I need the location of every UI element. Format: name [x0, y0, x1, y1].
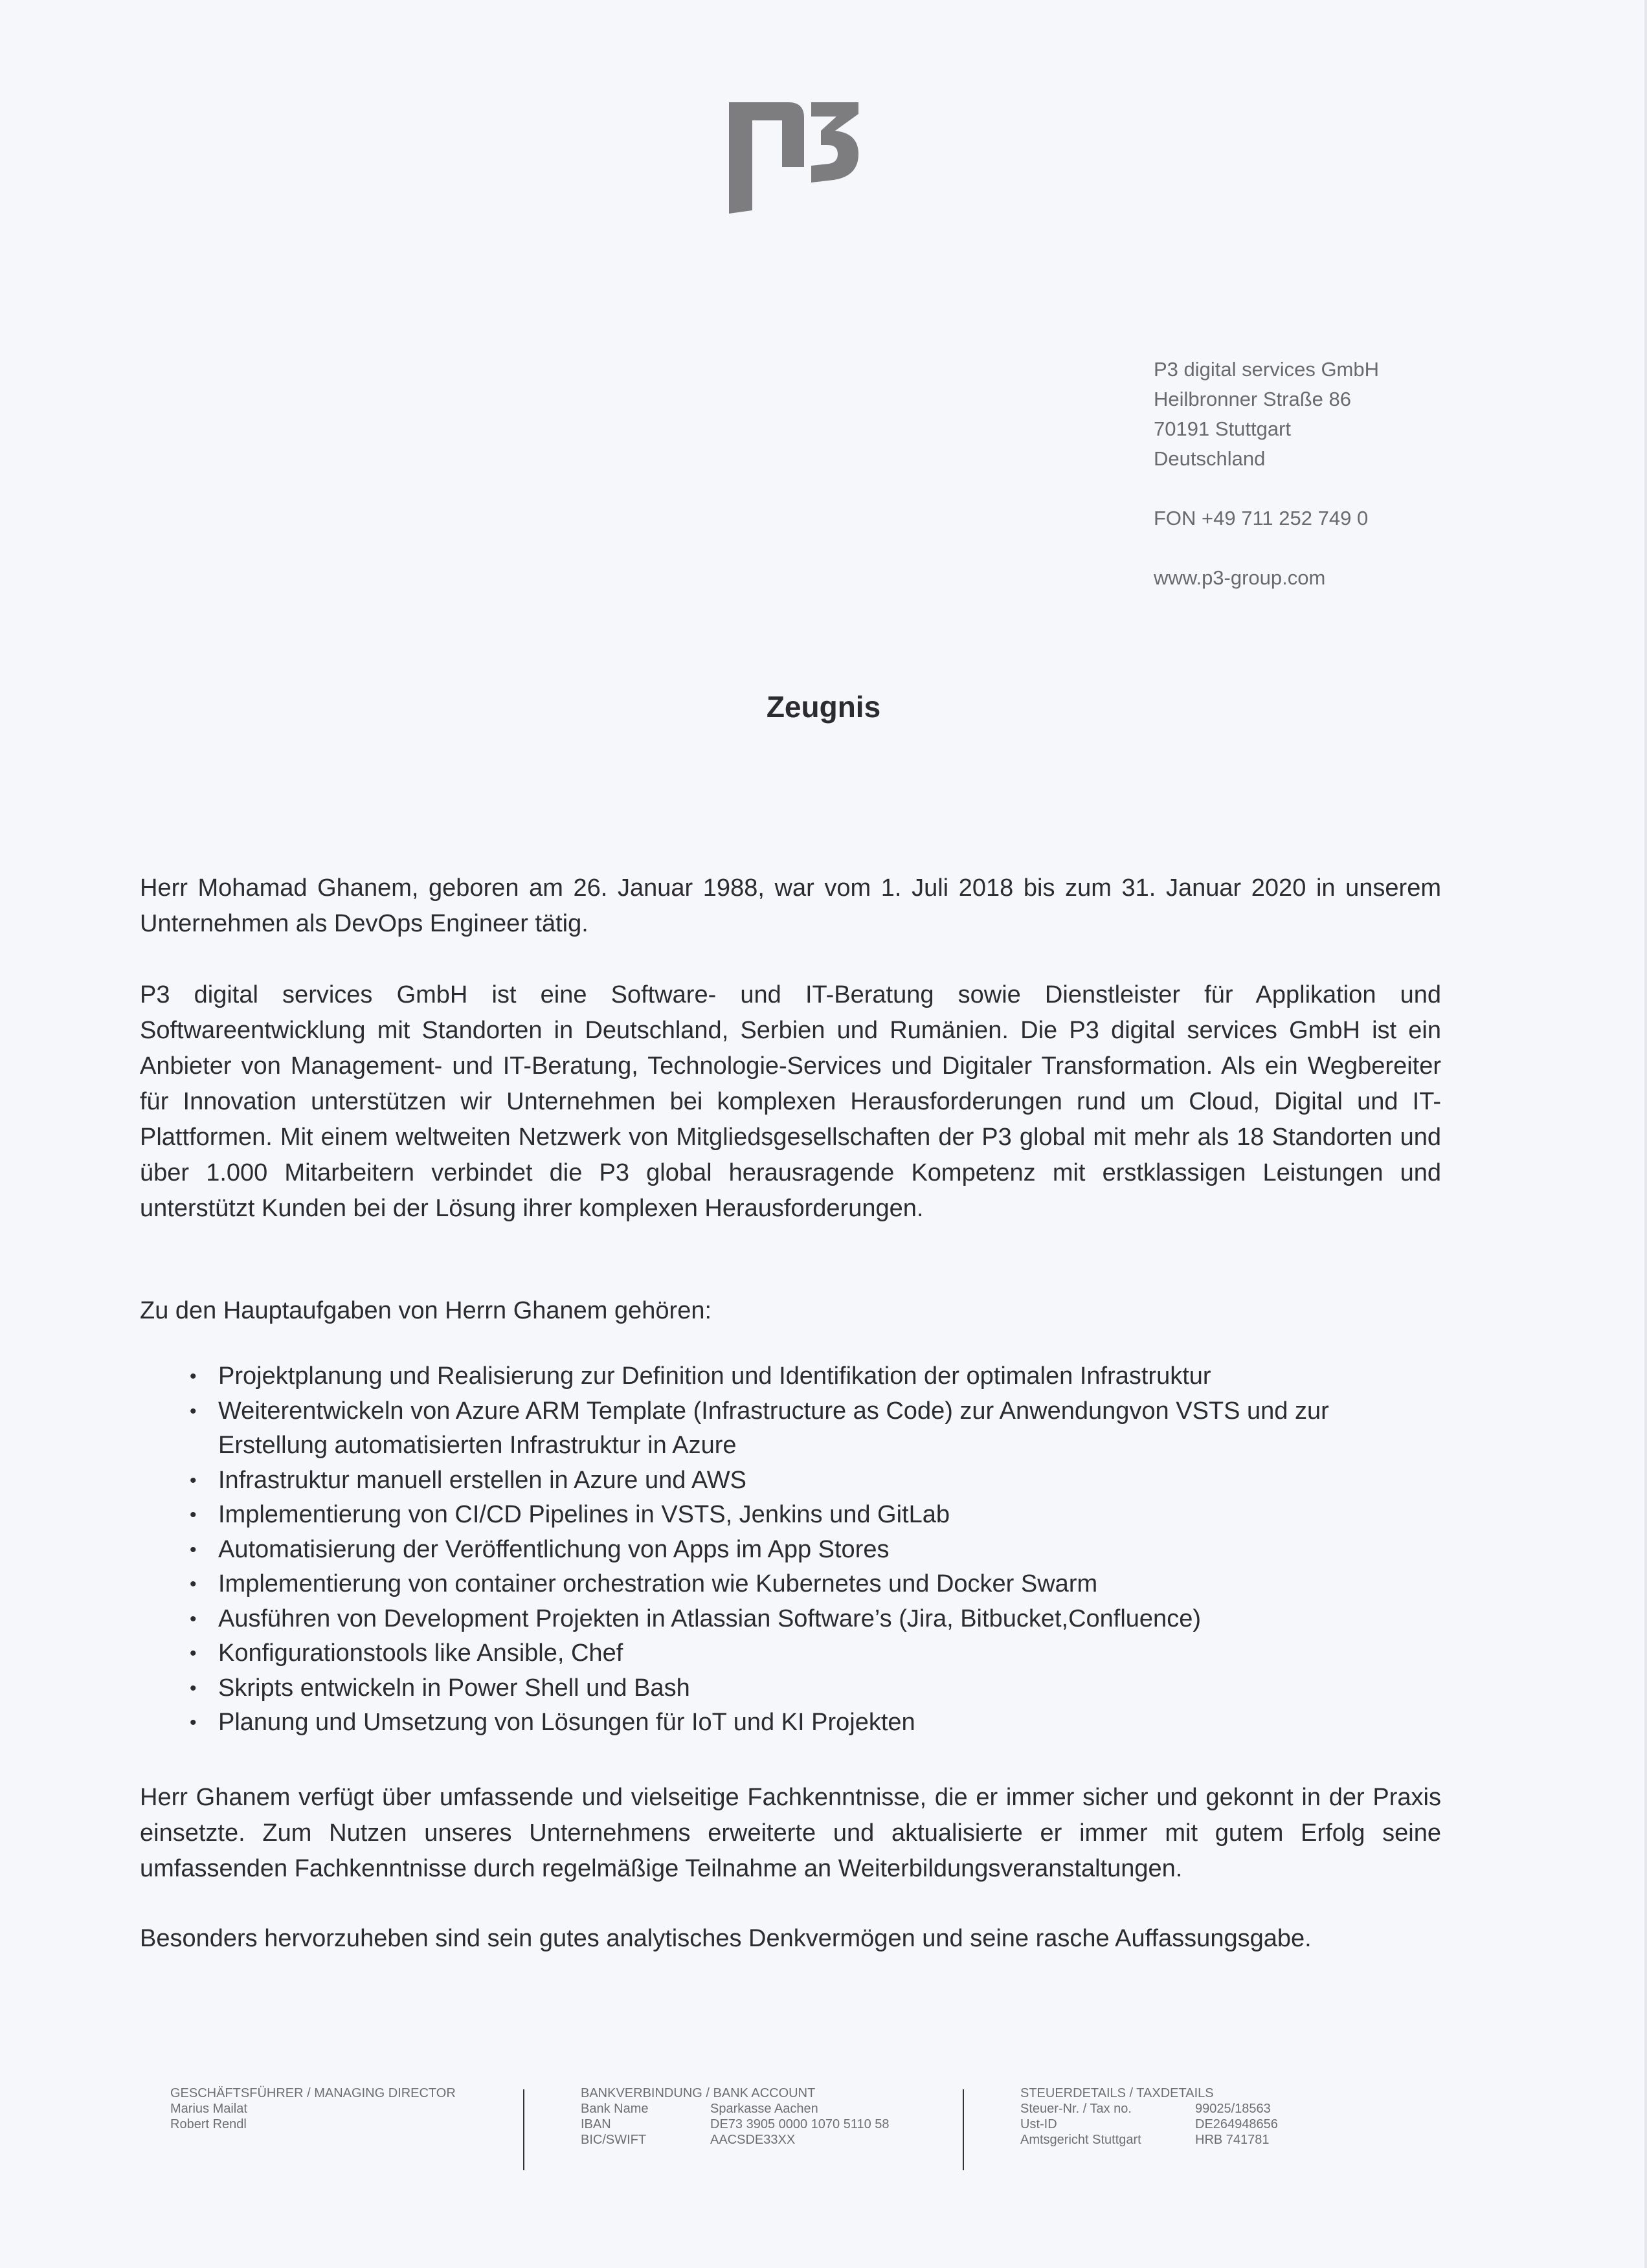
bank-heading: BANKVERBINDUNG / BANK ACCOUNT — [581, 2086, 816, 2100]
tax-row: Amtsgericht Stuttgart HRB 741781 — [1020, 2133, 1270, 2147]
sender-address — [1154, 355, 1379, 593]
managing-director-name: Robert Rendl — [170, 2117, 247, 2131]
list-item: • Implementierung von CI/CD Pipelines in VSTS, Jenkins und GitLab — [185, 1498, 1415, 1533]
sender-company: P3 digital services GmbH — [1154, 358, 1380, 381]
footer-bank — [581, 2085, 890, 2148]
company-description-paragraph: P3 digital services GmbH ist eine Software- und IT-Beratung sowie Dienstleister für Applikation und Softwareentwicklung mit Standorten in Deutschland, Serbien und Rumänien. Die P3 digital services GmbH ist ein Anbieter von Management- und IT-Beratung, Technologie-Services und Digitaler Transformation. Als ein Wegbereiter für Innovation unterstützen wir Unternehmen bei komplexen Herausforderungen rund um Cloud, Digital und IT-Plattformen. Mit einem weltweiten Netzwerk von Mitgliedsgesellschaften der P3 global mit mehr als 18 Standorten und über 1.000 Mitarbeitern verbindet die P3 global herausragende Kompetenz mit erstklassigen Leistungen und unterstützt Kunden bei der Lösung ihrer komplexen Herausforderungen. — [140, 981, 1441, 1222]
bullet-icon: • — [190, 1573, 197, 1595]
sender-website[interactable]: www.p3-group.com — [1154, 566, 1326, 589]
bullet-icon: • — [190, 1504, 197, 1526]
management-heading: GESCHÄFTSFÜHRER / MANAGING DIRECTOR — [170, 2086, 456, 2100]
managing-director-name: Marius Mailat — [170, 2102, 247, 2116]
sender-street: Heilbronner Straße 86 — [1154, 388, 1351, 410]
footer-management — [170, 2085, 456, 2132]
bullet-icon: • — [190, 1400, 197, 1422]
p3-logo-icon — [725, 91, 861, 220]
list-item: • Planung und Umsetzung von Lösungen für IoT und KI Projekten — [185, 1706, 1415, 1740]
list-item: • Ausführen von Development Projekten in Atlassian Software’s (Jira, Bitbucket,Confluence) — [185, 1602, 1415, 1637]
highlight-paragraph: Besonders hervorzuheben sind sein gutes analytisches Denkvermögen und seine rasche Auffassungsgabe. — [140, 1925, 1312, 1952]
tax-heading: STEUERDETAILS / TAXDETAILS — [1020, 2086, 1214, 2100]
bullet-icon: • — [190, 1469, 197, 1491]
list-item: • Konfigurationstools like Ansible, Chef — [185, 1636, 1415, 1671]
list-item: • Weiterentwickeln von Azure ARM Template (Infrastructure as Code) zur Anwendungvon VSTS und zur Erstellung automatisierten Infrastruktur in Azure — [185, 1394, 1415, 1463]
bank-row: Bank Name Sparkasse Aachen — [581, 2102, 818, 2116]
document-title: Zeugnis — [766, 690, 881, 724]
footer-divider — [963, 2089, 964, 2170]
bank-row: IBAN DE73 3905 0000 1070 5110 58 — [581, 2117, 890, 2131]
bank-row: BIC/SWIFT AACSDE33XX — [581, 2133, 796, 2147]
tax-row: Steuer-Nr. / Tax no. 99025/18563 — [1020, 2102, 1271, 2116]
sender-phone: FON +49 711 252 749 0 — [1154, 507, 1369, 529]
tasks-heading: Zu den Hauptaufgaben von Herrn Ghanem gehören: — [140, 1297, 712, 1324]
list-item: • Infrastruktur manuell erstellen in Azure und AWS — [185, 1463, 1415, 1498]
scan-edge — [1644, 0, 1647, 2268]
footer-divider — [523, 2089, 524, 2170]
bullet-icon: • — [190, 1539, 197, 1561]
bullet-icon: • — [190, 1366, 197, 1387]
list-item: • Automatisierung der Veröffentlichung von Apps im App Stores — [185, 1533, 1415, 1568]
tasks-list — [185, 1359, 1415, 1740]
footer-tax — [1020, 2085, 1278, 2148]
bullet-icon: • — [190, 1608, 197, 1630]
bullet-icon: • — [190, 1677, 197, 1699]
tax-row: Ust-ID DE264948656 — [1020, 2117, 1278, 2131]
intro-paragraph: Herr Mohamad Ghanem, geboren am 26. Januar 1988, war vom 1. Juli 2018 bis zum 31. Januar 2020 in unserem Unternehmen als DevOps Engineer tätig. — [140, 874, 1441, 937]
bullet-icon: • — [190, 1712, 197, 1733]
sender-country: Deutschland — [1154, 447, 1266, 470]
list-item: • Projektplanung und Realisierung zur Definition und Identifikation der optimalen Infrastruktur — [185, 1359, 1415, 1394]
bullet-icon: • — [190, 1643, 197, 1664]
list-item: • Implementierung von container orchestration wie Kubernetes und Docker Swarm — [185, 1567, 1415, 1602]
expertise-paragraph: Herr Ghanem verfügt über umfassende und vielseitige Fachkenntnisse, die er immer sicher und gekonnt in der Praxis einsetzte. Zum Nutzen unseres Unternehmens erweiterte und aktualisierte er immer mit gutem Erfolg seine umfassenden Fachkenntnisse durch regelmäßige Teilnahme an Weiterbildungsveranstaltungen. — [140, 1784, 1441, 1882]
list-item: • Skripts entwickeln in Power Shell und Bash — [185, 1671, 1415, 1706]
sender-city: 70191 Stuttgart — [1154, 417, 1291, 440]
